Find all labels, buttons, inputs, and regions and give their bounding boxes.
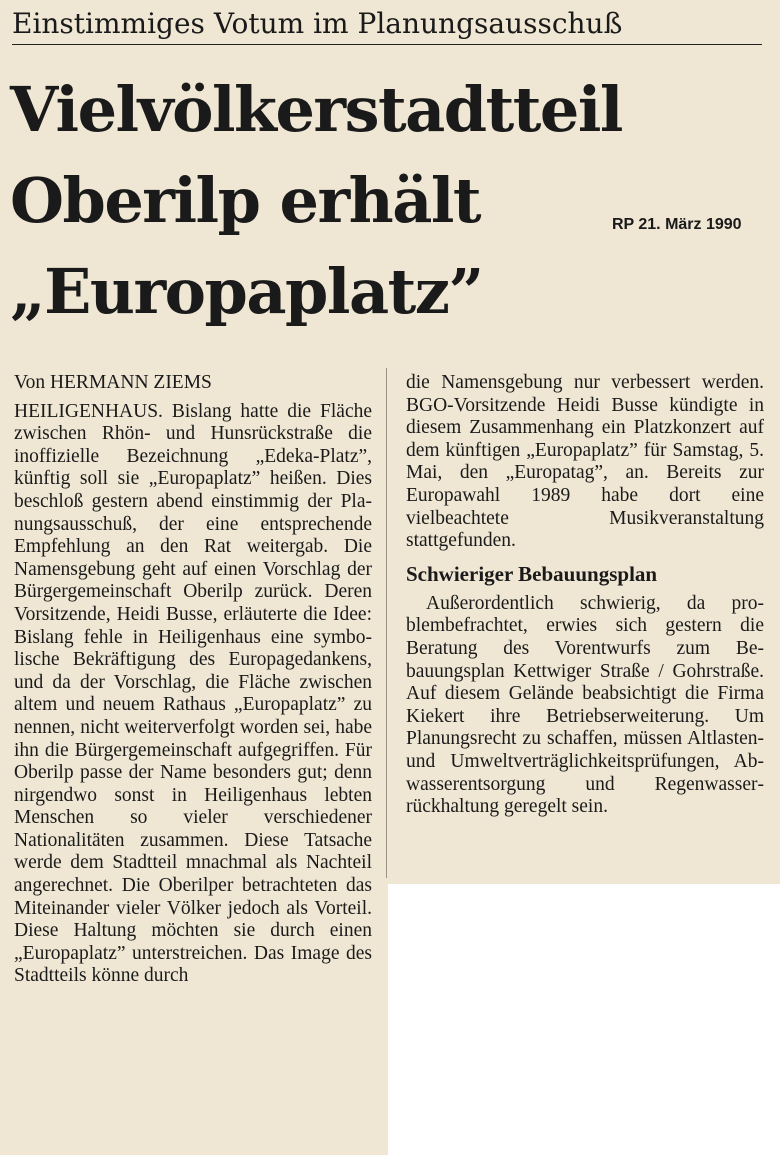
blank-area <box>388 884 780 1155</box>
right-column <box>406 372 764 819</box>
column-divider <box>386 368 387 878</box>
left-column-text: HEILIGENHAUS. Bislang hatte die Fläche zwischen Rhön- und Hunsrückstraße die inoffizielle Bezeichnung „Edeka-Platz”, künftig soll sie „Europaplatz” heißen. Dies beschloß gestern abend einstimmig der Planungsausschuß, der eine entsprechende Empfehlung an den Rat weitergab. Die Namensgebung geht auf einen Vorschlag der Bürgergemeinschaft Oberilp zurück. Deren Vorsitzende, Heidi Busse, erläuterte die Idee: Bislang fehle in Heiligenhaus eine symbolische Bekräftigung des Europagedankens, und da der Vorschlag, die Fläche zwischen altem und neuem Rathaus „Europaplatz” zu nennen, nicht weiterverfolgt worden sei, habe ihn die Bürgergemeinschaft aufgegriffen. Für Oberilp passe der Name besonders gut; denn nirgendwo sonst in Heiligenhaus lebten Menschen so vieler verschiedener Nationalitäten zusammen. Diese Tatsache werde dem Stadtteil mnachmal als Nachteil angerechnet. Die Oberilper betrachteten das Miteinander vieler Völker jedoch als Vorteil. Diese Haltung möchten sie durch einen „Europaplatz” unterstreichen. Das Image des Stadtteils könne durch <box>14 400 372 987</box>
headline: Vielvölkerstadtteil Oberilp erhält „Europaplatz” <box>10 73 622 328</box>
right-column-text-2: Außerordentlich schwierig, da problembefrachtet, erwies sich gestern die Beratung des Vorentwurfs zum Bebauungsplan Kettwiger Straße / Gohrstraße. Auf diesem Gelände beabsichtigt die Firma Kiekert ihre Betriebserweiterung. Um Planungsrecht zu schaffen, müssen Altlasten- und Umweltverträglichkeitsprüfungen, Abwasserentsorgung und Regenwasserrückhaltung geregelt sein. <box>406 592 764 818</box>
right-column-text-1: die Namensgebung nur verbessert werden. BGO-Vorsitzende Heidi Busse kündigte in diesem Zusammenhang ein Platzkonzert auf dem künftigen „Europaplatz” für Samstag, 5. Mai, den „Europatag”, an. Bereits zur Europawahl 1989 habe dort eine vielbeachtete Musikveranstaltung stattgefunden. <box>406 372 764 552</box>
byline: Von HERMANN ZIEMS <box>14 372 212 393</box>
subheading: Schwieriger Bebauungsplan <box>406 561 658 586</box>
left-column <box>14 372 372 988</box>
kicker-line: Einstimmiges Votum im Planungsausschuß <box>12 6 762 45</box>
source-date: RP 21. März 1990 <box>612 216 742 233</box>
